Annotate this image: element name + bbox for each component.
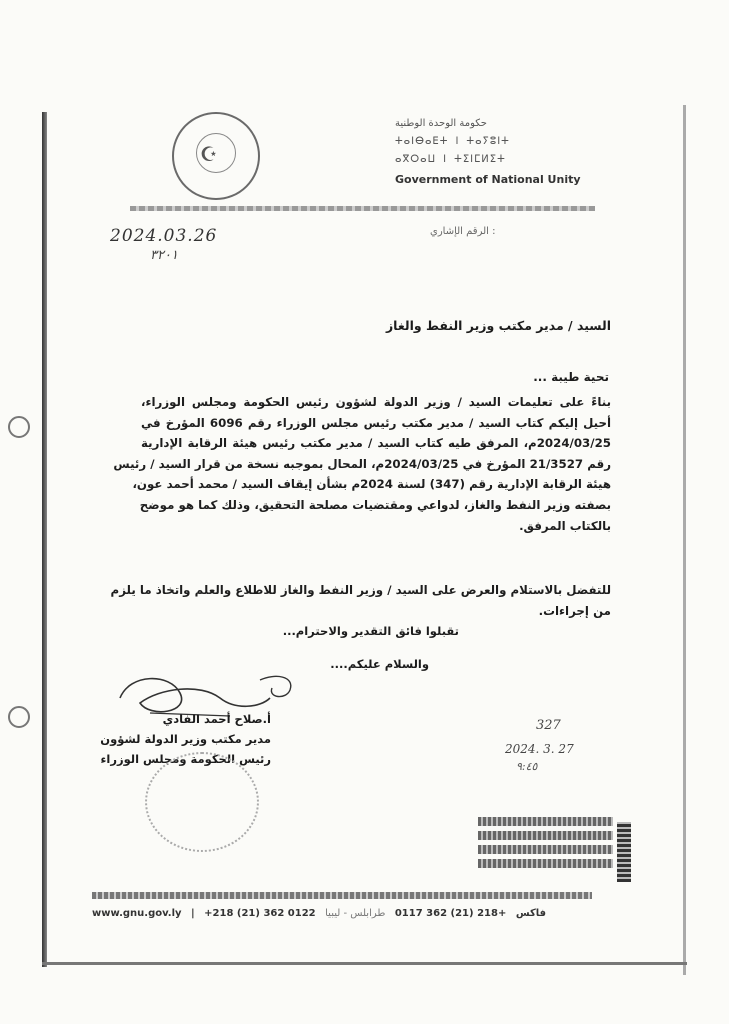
request-line: للتفضل بالاستلام والعرض على السيد / وزير النفط والغاز للاطلاع والعلم واتخاذ ما يلزم — [110, 583, 611, 597]
letter-body — [113, 392, 611, 536]
header-divider — [130, 206, 595, 211]
body-line: بصفته وزير النفط والغاز، لدواعي ومقتضيات مصلحة التحقيق، وذلك كما هو موضح — [139, 497, 611, 512]
distribution-line — [478, 831, 613, 840]
incoming-date: 2024. 3. 27 — [505, 742, 574, 756]
letter-addressee: السيد / مدير مكتب وزير النفط والغاز — [385, 318, 611, 333]
incoming-number: 327 — [536, 718, 561, 733]
scan-left-edge — [42, 112, 47, 967]
letter-greeting: تحية طيبة ... — [533, 370, 609, 384]
body-line: بالكتاب المرفق. — [519, 518, 611, 533]
footer-website: www.gnu.gov.ly — [92, 908, 182, 919]
distribution-list — [478, 817, 613, 873]
footer-phone: +218 (21) 362 0122 — [204, 908, 316, 919]
punch-hole-top — [8, 416, 30, 438]
punch-hole-bottom — [8, 706, 30, 728]
signatory-title: رئيس الحكومة ومجلس الوزراء — [100, 752, 271, 766]
footer-address: ﻃﺮاﺑﻠﺲ - ﻟﻴﺒﻴﺎ — [325, 908, 386, 919]
handwritten-number: ٣٢٠١ — [150, 248, 178, 263]
signatory-name: أ.صلاح أحمد الفادي — [162, 712, 271, 726]
distribution-line — [478, 845, 613, 854]
body-line: رقم 21/3527 المؤرخ في 2024/03/25م، المحال بموجبه نسخة من قرار السيد / رئيس — [113, 456, 611, 471]
footer-fax: +218 (21) 362 0117 — [394, 908, 507, 919]
body-line: أحيل إليكم كتاب السيد / مدير مكتب رئيس مجلس الوزراء رقم 6096 المؤرخ في — [141, 415, 611, 430]
header-arabic-name: حكومة الوحدة الوطنية — [395, 118, 487, 129]
footer-contact — [92, 908, 552, 919]
scan-right-edge — [683, 105, 686, 975]
scan-bottom-edge — [42, 962, 687, 965]
signatory-title: مدير مكتب وزير الدولة لشؤون — [100, 732, 271, 746]
body-line: بناءً على تعليمات السيد / وزير الدولة لشؤون رئيس الحكومة ومجلس الوزراء، — [141, 395, 611, 409]
header-tifinagh-line-1: ⵜⴰⵏⴱⴰⴹⵜ ⵏ ⵜⴰⵢⵓⵏⵜ — [395, 136, 510, 147]
request-line: من إجراءات. — [538, 603, 611, 618]
distribution-line — [478, 817, 613, 826]
incoming-time: ٩:٤٥ — [516, 760, 538, 773]
handwritten-date: 2024.03.26 — [110, 226, 218, 246]
header-tifinagh-line-2: ⴰⴳⵔⴰⵡ ⵏ ⵜⵉⵏⵎⵍⵉⵜ — [395, 154, 506, 165]
footer-fax-label: فاكس — [515, 908, 547, 919]
footer-divider — [92, 892, 592, 899]
body-line: هيئة الرقابة الإدارية رقم (347) لسنة 2024م بشأن إيقاف السيد / محمد أحمد عون، — [132, 477, 611, 492]
closing-salutation: والسلام عليكم.... — [330, 657, 429, 671]
barcode-icon — [617, 822, 631, 882]
closing-regards: تقبلوا فائق التقدير والاحترام... — [282, 624, 459, 638]
footer-separator: | — [191, 908, 195, 919]
official-stamp-icon — [145, 752, 259, 852]
header-english-name: Government of National Unity — [395, 173, 581, 186]
distribution-line — [478, 859, 613, 868]
letter-request — [110, 580, 611, 621]
reference-number: الرقم الإشاري : — [430, 226, 496, 237]
body-line: 2024/03/25م، المرفق طيه كتاب السيد / مدير مكتب رئيس هيئة الرقابة الإدارية — [141, 436, 611, 451]
crescent-star-icon: ☪ — [200, 142, 218, 166]
